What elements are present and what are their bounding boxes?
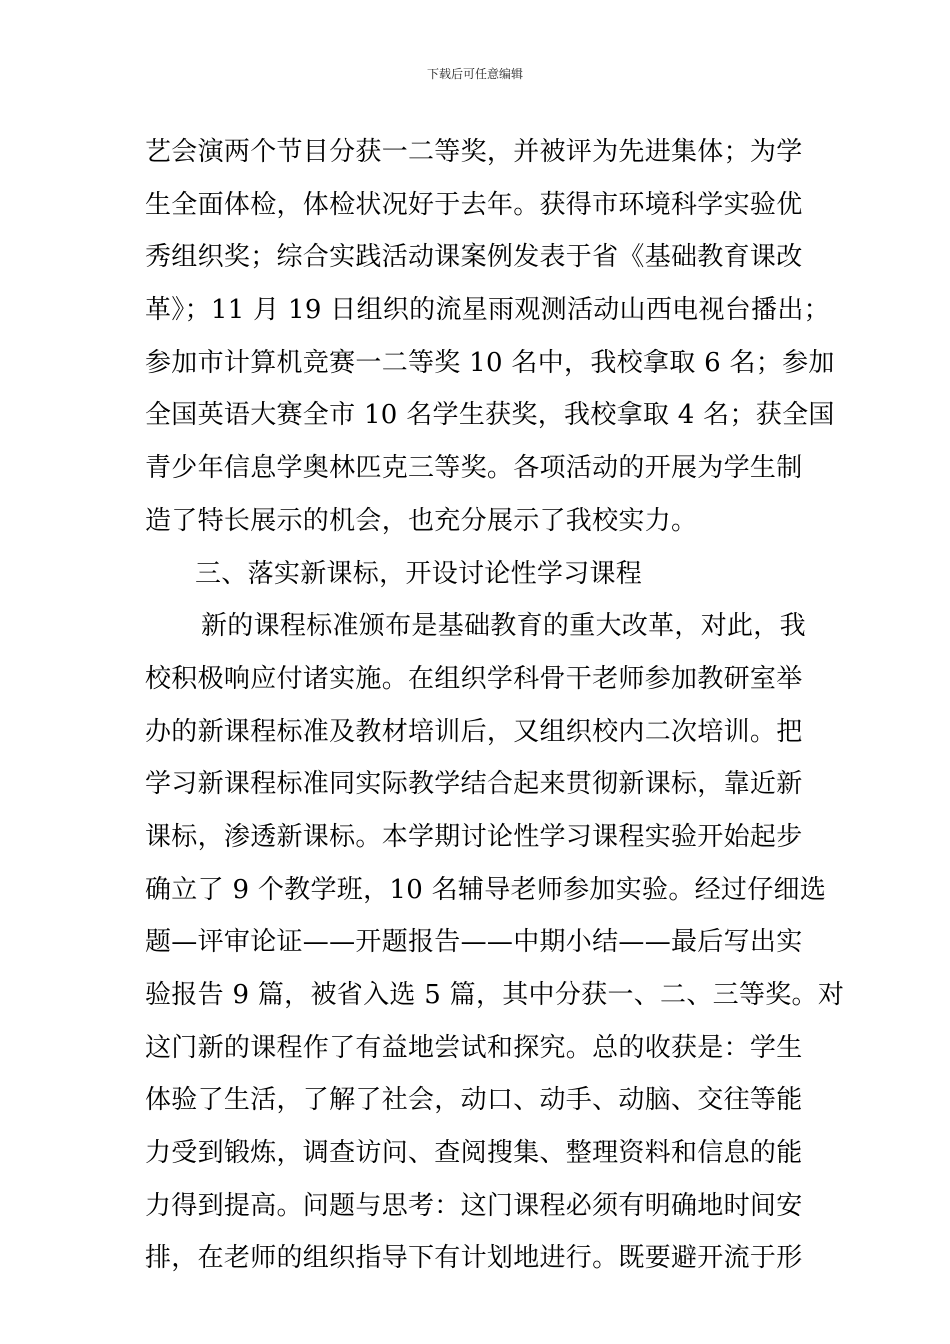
text-line: 校积极响应付诸实施。在组织学科骨干老师参加教研室举 — [145, 663, 803, 694]
text-line: 排，在老师的组织指导下有计划地进行。既要避开流于形 — [145, 1243, 803, 1274]
section-heading: 三、落实新课标，开设讨论性学习课程 — [195, 558, 643, 589]
text-line: 办的新课程标准及教材培训后，又组织校内二次培训。把 — [145, 716, 803, 747]
text-line: 全国英语大赛全市 10 名学生获奖，我校拿取 4 名；获全国 — [145, 400, 835, 431]
text-line: 艺会演两个节目分获一二等奖，并被评为先进集体；为学 — [145, 137, 803, 167]
document-body — [145, 126, 845, 1285]
text-line: 革》；11 月 19 日组织的流星雨观测活动山西电视台播出； — [145, 295, 830, 326]
text-line: 青少年信息学奥林匹克三等奖。各项活动的开展为学生制 — [145, 453, 803, 484]
page-header: 下载后可任意编辑 — [426, 67, 523, 81]
text-line: 力受到锻炼，调查访问、查阅搜集、整理资料和信息的能 — [145, 1138, 803, 1169]
text-line: 这门新的课程作了有益地尝试和探究。总的收获是：学生 — [145, 1032, 803, 1063]
text-line: 学习新课程标准同实际教学结合起来贯彻新课标，靠近新 — [145, 769, 803, 800]
text-line: 课标，渗透新课标。本学期讨论性学习课程实验开始起步 — [145, 821, 803, 852]
text-line: 力得到提高。问题与思考：这门课程必须有明确地时间安 — [145, 1190, 803, 1221]
paragraph-first-line: 新的课程标准颁布是基础教育的重大改革，对此，我 — [201, 611, 806, 642]
text-line: 题—评审论证——开题报告——中期小结——最后写出实 — [145, 927, 803, 958]
text-line: 确立了 9 个教学班，10 名辅导老师参加实验。经过仔细选 — [145, 874, 827, 905]
text-line: 生全面体检，体检状况好于去年。获得市环境科学实验优 — [145, 189, 803, 220]
text-line: 体验了生活，了解了社会，动口、动手、动脑、交往等能 — [145, 1085, 803, 1116]
text-line: 验报告 9 篇，被省入选 5 篇，其中分获一、二、三等奖。对 — [145, 980, 845, 1010]
text-line: 秀组织奖；综合实践活动课案例发表于省《基础教育课改 — [145, 242, 803, 273]
text-line: 参加市计算机竞赛一二等奖 10 名中，我校拿取 6 名；参加 — [145, 347, 835, 378]
text-line: 造了特长展示的机会，也充分展示了我校实力。 — [145, 505, 698, 536]
